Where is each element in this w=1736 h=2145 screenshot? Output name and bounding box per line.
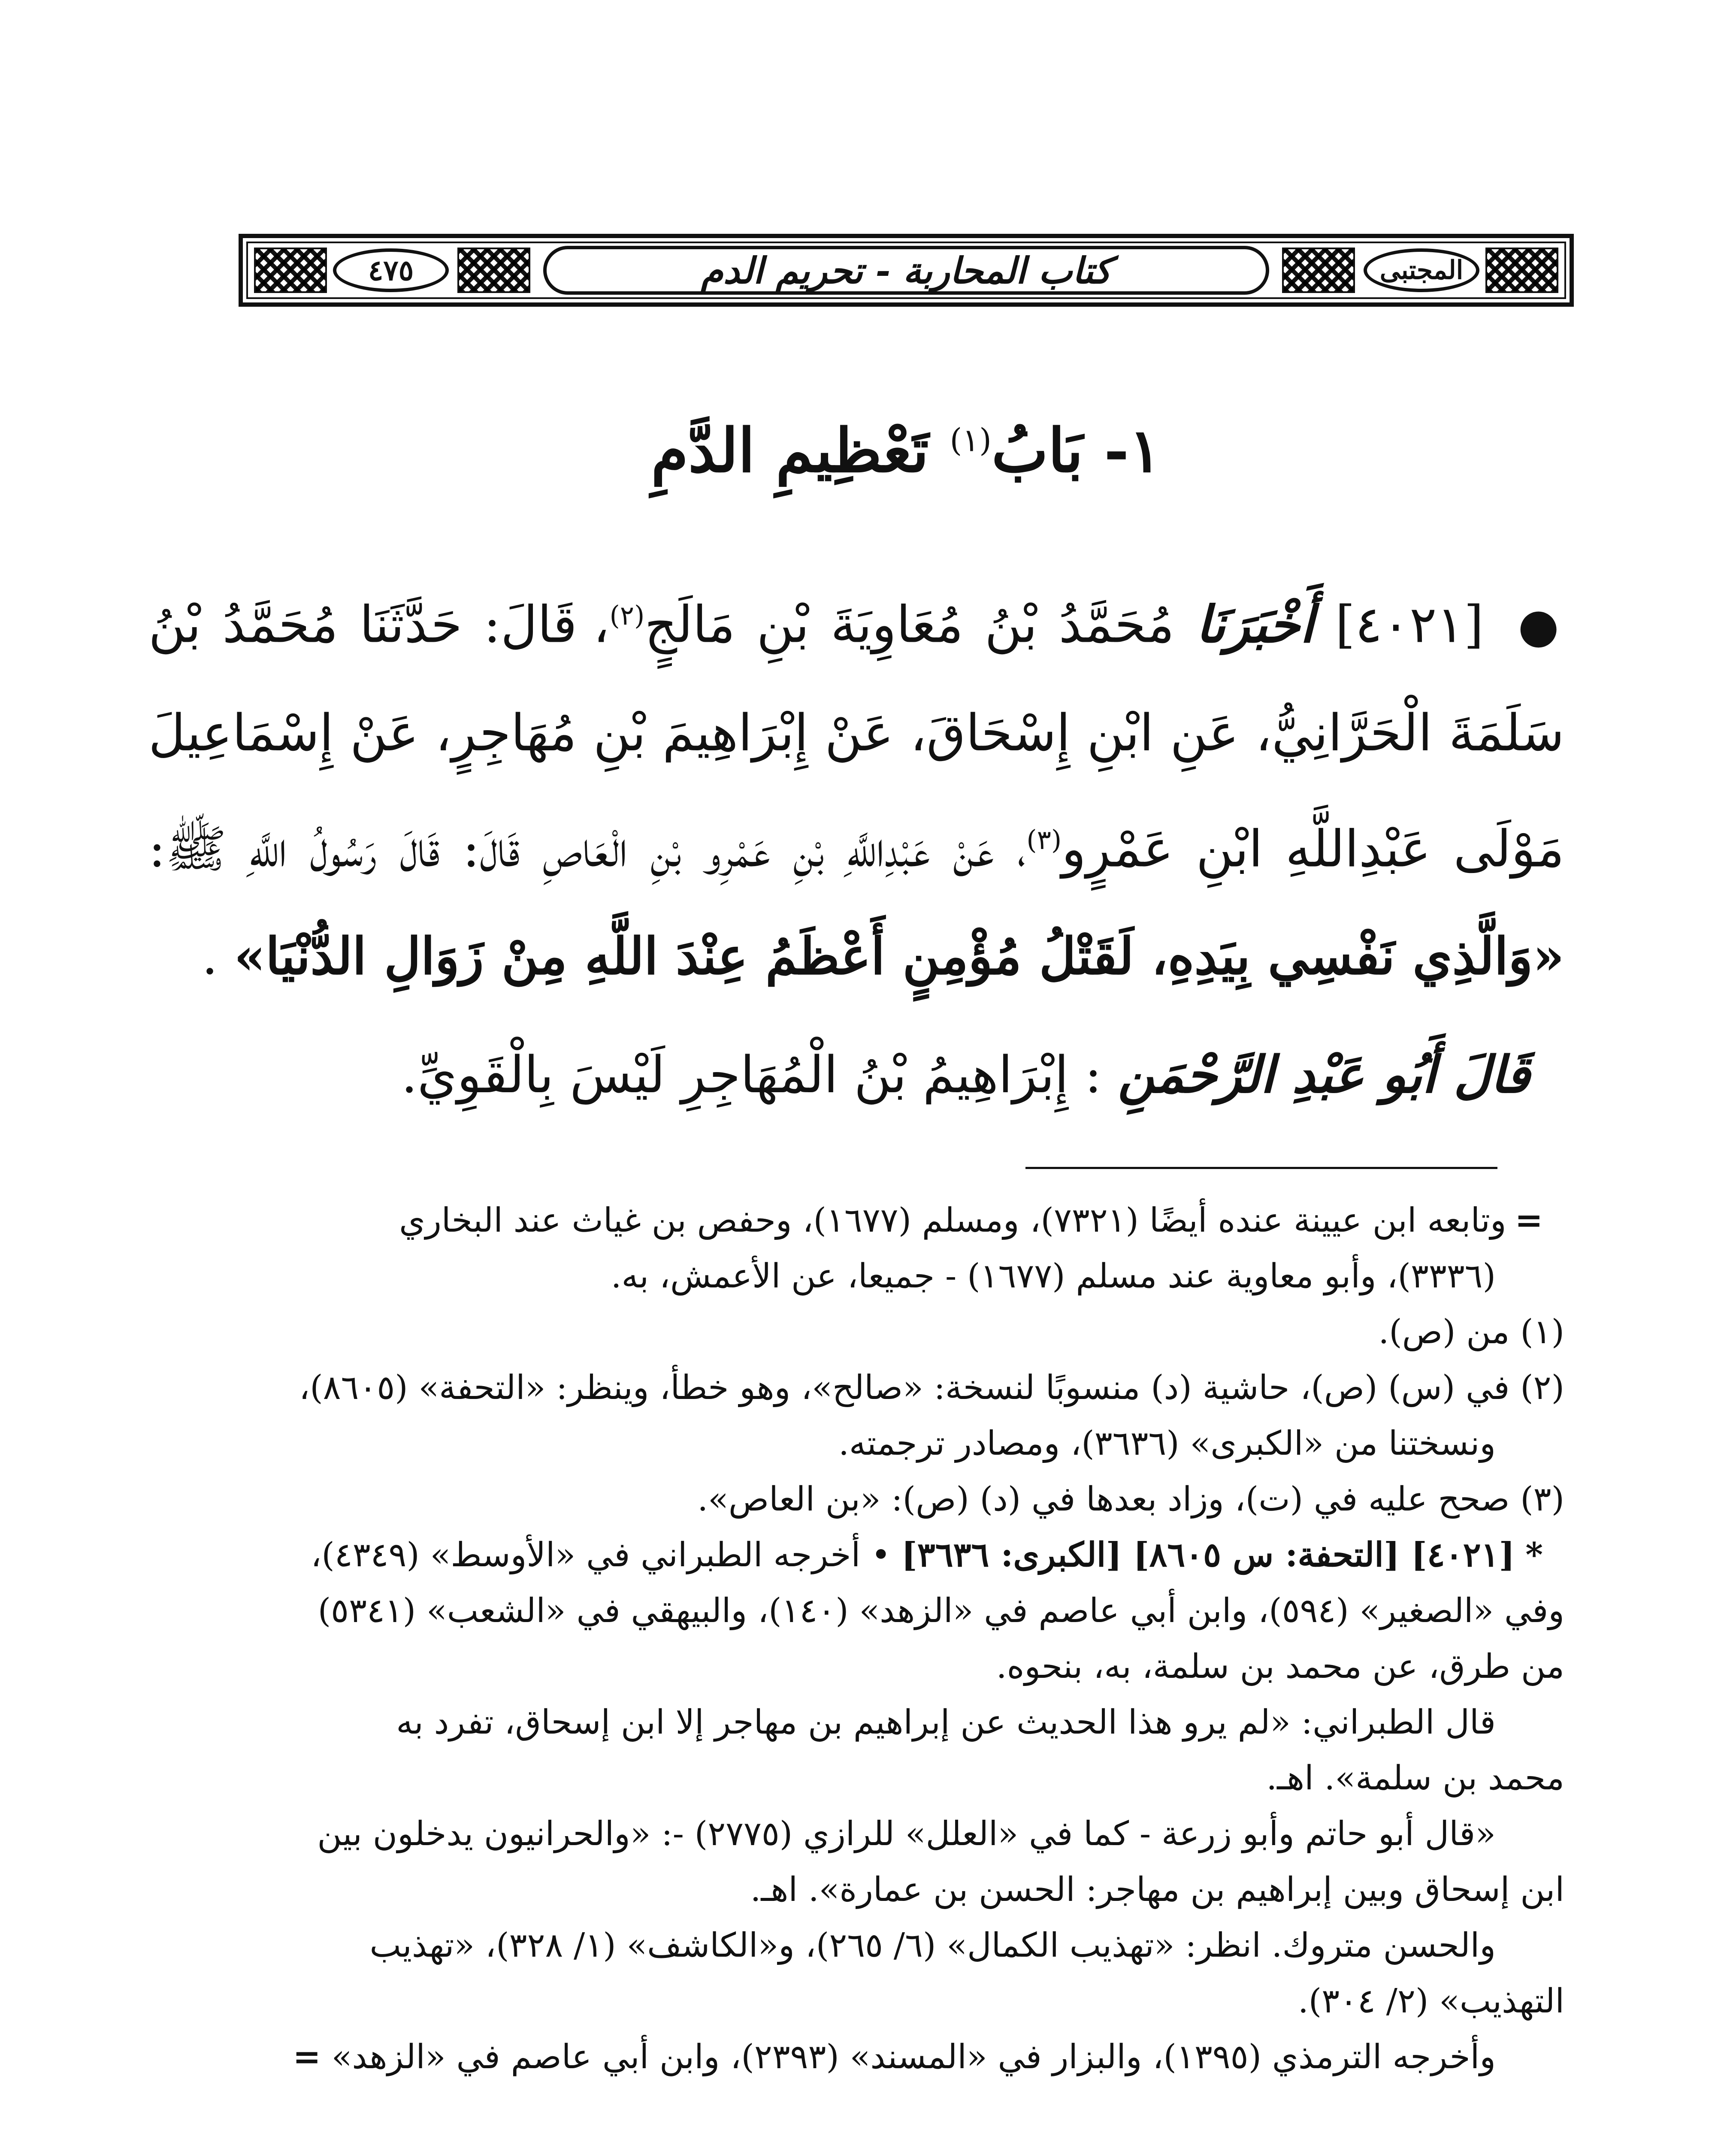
hadith-text-2: ، قَالَ: حَدَّثَنَا مُحَمَّدُ بْنُ سَلَمَةَ الْحَرَّانِيُّ، عَنِ ابْنِ إِسْحَاقَ، عَنْ إِبْرَاهِيمَ بْنِ مُهَاجِرٍ، عَنْ إِسْمَاعِيلَ مَوْلَى عَبْدِاللَّهِ ابْنِ عَمْرٍو — [148, 595, 1564, 879]
tirmidhi-note — [140, 2029, 1564, 2085]
chapter-title-prefix: ١- بَابُ — [992, 416, 1161, 486]
takhrij-line-2: وفي «الصغير» (٥٩٤)، وابن أبي عاصم في «الزهد» (١٤٠)، والبيهقي في «الشعب» (٥٣٤١) — [318, 1592, 1564, 1630]
chapter-title — [239, 412, 1574, 490]
footnote-2-line-2: ونسختنا من «الكبرى» (٣٦٣٦)، ومصادر ترجمته. — [838, 1424, 1496, 1463]
page-number-frame — [333, 248, 449, 292]
hadith-text-1: مُحَمَّدُ بْنُ مُعَاوِيَةَ بْنِ مَالَجٍ — [644, 595, 1175, 654]
star-mark: * — [1525, 1535, 1543, 1574]
hasan-comment-2: التهذيب» (٢/ ٣٠٤). — [1297, 1982, 1564, 2021]
abu-hatim-comment-2: ابن إسحاق وبين إبراهيم بن مهاجر: الحسن بن عمارة». اهـ. — [750, 1870, 1564, 1909]
hadith-text-3: ، عَنْ عَبْدِاللَّهِ بْنِ عَمْرِو بْنِ الْعَاصِ قَالَ: قَالَ رَسُولُ اللَّهِ ﷺ: — [148, 819, 1027, 879]
ornament-right-inner — [1282, 248, 1355, 293]
takhrij-line-1: • أخرجه الطبراني في «الأوسط» (٤٣٤٩)، — [311, 1536, 891, 1574]
hadith-end: . — [202, 926, 218, 986]
footnotes — [140, 1193, 1564, 2085]
chapter-title-rest: تَعْظِيمِ الدَّمِ — [651, 416, 929, 486]
bullet-icon: ● — [1518, 598, 1565, 653]
continuation-line-1: وتابعه ابن عيينة عنده أيضًا (٧٣٢١)، ومسلم (١٦٧٧)، وحفص بن غياث عند البخاري — [399, 1201, 1506, 1240]
footnote-continuation — [140, 1193, 1564, 1248]
hadith-text — [148, 562, 1564, 1010]
continuation-line-2: (٣٣٣٦)، وأبو معاوية عند مسلم (١٦٧٧) - جميعا، عن الأعمش، به. — [611, 1257, 1496, 1296]
footnote-1: (١) من (ص). — [1378, 1313, 1564, 1351]
tabarani-comment-1: قال الطبراني: «لم يرو هذا الحديث عن إبراهيم بن مهاجر إلا ابن إسحاق، تفرد به — [396, 1703, 1496, 1742]
continuation-mark: = — [1515, 1201, 1543, 1240]
tirmidhi-text: وأخرجه الترمذي (١٣٩٥)، والبزار في «المسند» (٢٣٩٣)، وابن أبي عاصم في «الزهد» — [331, 2038, 1496, 2076]
takhrij-note — [140, 1527, 1564, 1583]
footnote-ref-3: (٣) — [1026, 824, 1062, 856]
footnote-ref-2: (٢) — [609, 600, 645, 631]
takhrij-ref: [٤٠٢١] [التحفة: س ٨٦٠٥] [الكبرى: ٣٦٣٦] — [901, 1535, 1515, 1574]
ornament-left — [254, 248, 327, 293]
running-header — [239, 234, 1574, 307]
hadith-akhbarana: أَخْبَرَنَا — [1196, 594, 1314, 654]
running-title: كتاب المحاربة - تحريم الدم — [701, 249, 1112, 292]
ornament-left-inner — [457, 248, 530, 293]
book-seal — [1364, 248, 1479, 292]
prophetic-saying: «وَالَّذِي نَفْسِي بِيَدِهِ، لَقَتْلُ مُؤْمِنٍ أَعْظَمُ عِنْدَ اللَّهِ مِنْ زَوَالِ الدُّنْيَا» — [234, 926, 1564, 986]
chapter-footnote-ref: (١) — [950, 422, 992, 459]
author-comment-text: : إِبْرَاهِيمُ بْنُ الْمُهَاجِرِ لَيْسَ بِالْقَوِيِّ. — [401, 1045, 1102, 1104]
hasan-comment-1: والحسن متروك. انظر: «تهذيب الكمال» (٦/ ٢٦٥)، و«الكاشف» (١/ ٣٢٨)، «تهذيب — [369, 1926, 1496, 1965]
tabarani-comment-2: محمد بن سلمة». اهـ. — [1266, 1759, 1564, 1798]
abu-hatim-comment-1: «قال أبو حاتم وأبو زرعة - كما في «العلل» للرازي (٢٧٧٥) -: «والحرانيون يدخلون بين — [317, 1815, 1496, 1853]
author-comment — [157, 1021, 1530, 1128]
hadith-number: [٤٠٢١] — [1335, 595, 1484, 654]
seal-text: المجتبى — [1379, 255, 1464, 285]
takhrij-line-3: من طرق، عن محمد بن سلمة، به، بنحوه. — [996, 1647, 1564, 1686]
author-comment-name: قَالَ أَبُو عَبْدِ الرَّحْمَنِ — [1118, 1045, 1530, 1104]
page-number: ٤٧٥ — [368, 254, 414, 287]
ornament-right — [1485, 248, 1558, 293]
running-title-frame — [543, 246, 1269, 295]
footnote-separator — [1025, 1167, 1497, 1169]
footnote-2-line-1: (٢) في (س) (ص)، حاشية (د) منسوبًا لنسخة: «صالح»، وهو خطأ، وينظر: «التحفة» (٨٦٠٥)، — [299, 1369, 1564, 1407]
footnote-3: (٣) صحح عليه في (ت)، وزاد بعدها في (د) (ص): «بن العاص». — [697, 1480, 1564, 1519]
continues-mark: = — [293, 2037, 321, 2076]
